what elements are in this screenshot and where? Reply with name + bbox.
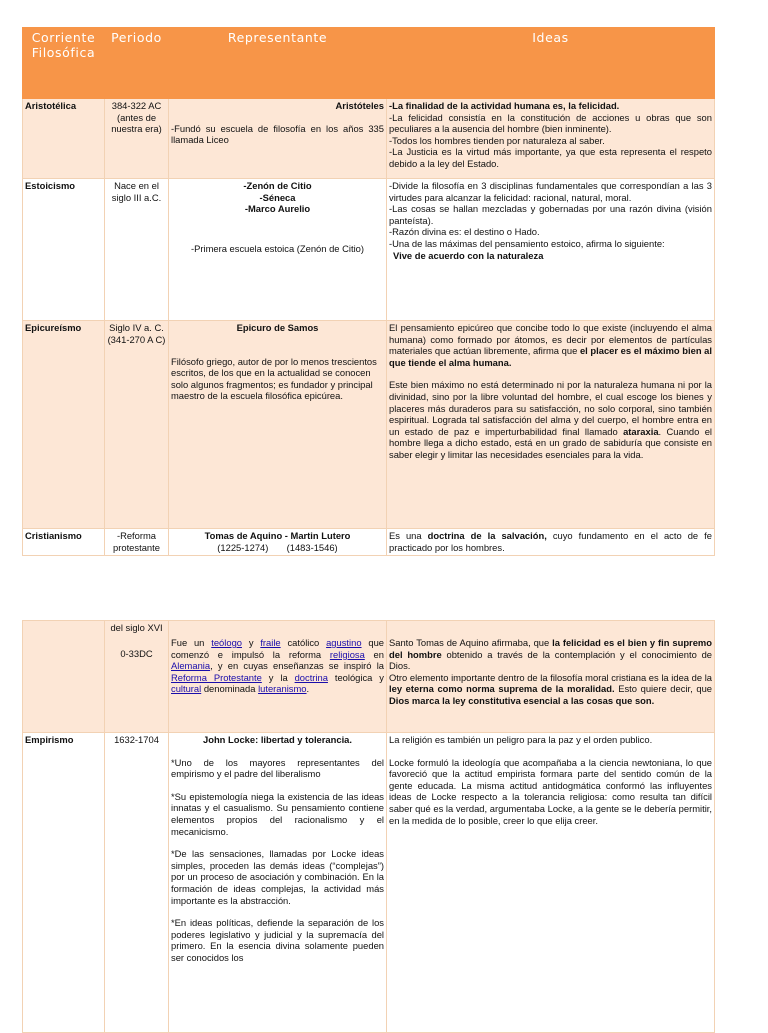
idea-item: -Todos los hombres tienden por naturaleza al saber. bbox=[389, 134, 605, 146]
row-ideas: Es una doctrina de la salvación, cuyo fundamento en el acto de fe practicado por los hombres. bbox=[387, 529, 715, 556]
header-periodo: Periodo bbox=[105, 28, 169, 99]
row-ideas bbox=[387, 621, 715, 733]
table-row-cristianismo-cont bbox=[23, 621, 715, 733]
idea-paragraph: Otro elemento importante dentro de la filosofía moral cristiana es la idea de la ley eterna como norma suprema de la moralidad. Esto quiere decir, que Dios marca la ley constitutiva esencial a las cosas que son. bbox=[389, 671, 712, 706]
rep-paragraph: *En ideas políticas, defiende la separación de los poderes legislativo y judicial y la supremacía del primero. En la esencia divina solamente pueden ser conocidos los bbox=[171, 917, 384, 963]
rep-name: -Séneca bbox=[259, 191, 296, 203]
table-row-epicureismo bbox=[23, 321, 715, 529]
row-representante bbox=[169, 321, 387, 529]
idea-paragraph: Este bien máximo no está determinado ni por la naturaleza humana ni por la divinidad, sino por la libre voluntad del hombre, el cual escoge los bienes y placeres más duraderos para su satisfacción, no solo corporal, sino también espiritual. Lograda tal satisfacción del alma y del cuerpo, el hombre entra en un estado de paz e imperturbabilidad final llamado ataraxia. Cuando el hombre llega a dicho estado, está en un grado de sabiduría que consiste en saber elegir y limitar las necesidades esenciales para la vida. bbox=[389, 379, 712, 460]
rep-name: -Marco Aurelio bbox=[244, 203, 311, 215]
link-reforma-protestante[interactable]: Reforma Protestante bbox=[171, 671, 262, 683]
rep-name: Tomas de Aquino - Martin Lutero bbox=[204, 530, 351, 541]
row-period: 1632-1704 bbox=[105, 733, 169, 1033]
table-row-estoicismo bbox=[23, 179, 715, 321]
row-name: Cristianismo bbox=[23, 529, 105, 556]
row-ideas bbox=[387, 99, 715, 179]
rep-desc: -Primera escuela estoica (Zenón de Citio) bbox=[191, 242, 364, 254]
row-ideas bbox=[387, 179, 715, 321]
row-period: del siglo XVI 0-33DC bbox=[105, 621, 169, 733]
rep-name: Aristóteles bbox=[335, 100, 384, 111]
table-row-aristotelica bbox=[23, 99, 715, 179]
header-ideas: Ideas bbox=[387, 28, 715, 99]
row-ideas bbox=[387, 321, 715, 529]
row-period: Nace en el siglo III a.C. bbox=[105, 179, 169, 321]
link-religiosa[interactable]: religiosa bbox=[329, 648, 365, 660]
link-cultural[interactable]: cultural bbox=[171, 683, 202, 695]
idea-paragraph: Locke formuló la ideología que acompañaba a la ciencia newtoniana, lo que favoreció que la actitud empirista formara parte del sentido común de la gente educada. La misma actitud antidogmática conformó las influyentes ideas de Locke respecto a la tolerancia religiosa: como resulta tan difícil saber qué es la verdad, argumentaba Locke, a la gente se le debería permitir, en la medida de lo posible, creer lo que elija creer. bbox=[389, 756, 712, 826]
rep-paragraph: *Uno de los mayores representantes del empirismo y el padre del liberalismo bbox=[171, 756, 384, 780]
row-name: Estoicismo bbox=[23, 179, 105, 321]
rep-desc: Filósofo griego, autor de por lo menos trescientos escritos, de los que en la actualidad se conocen solo algunos fragmentos; es fundador y principal maestro de la escuela filosófica epicúrea. bbox=[171, 355, 377, 402]
rep-paragraph: *Su epistemología niega la existencia de las ideas innatas y el casualismo. Su pensamiento contiene elementos propios del racionalismo y el mecanicismo. bbox=[171, 790, 384, 837]
link-fraile[interactable]: fraile bbox=[260, 637, 281, 648]
header-representante: Representante bbox=[169, 28, 387, 99]
link-agustino[interactable]: agustino bbox=[326, 637, 362, 648]
rep-paragraph: *De las sensaciones, llamadas por Locke ideas simples, proceden las demás ideas (“complejas”) por un proceso de asociación y combinación. En la formación de ideas complejas, la actividad más importante es la abstracción. bbox=[171, 848, 384, 906]
row-ideas bbox=[387, 733, 715, 1033]
idea-item: -La Justicia es la virtud más importante, ya que esta representa el respeto debido a la ley del Estado. bbox=[389, 146, 712, 169]
table-header-row bbox=[23, 28, 715, 99]
philosophy-table-page2 bbox=[22, 620, 715, 1033]
idea-item: -Una de las máximas del pensamiento estoico, afirma lo siguiente: bbox=[389, 237, 665, 249]
header-corriente: Corriente Filosófica bbox=[23, 28, 105, 99]
idea-paragraph: Santo Tomas de Aquino afirmaba, que la felicidad es el bien y fin supremo del hombre obtenido a través de la contemplación y el conocimiento de Dios. bbox=[389, 637, 712, 672]
row-name: Aristotélica bbox=[23, 99, 105, 179]
idea-item: -La felicidad consistía en la constitución de acciones u obras que son peculiares a la ausencia del hombre (bien inminente). bbox=[389, 111, 712, 135]
table-row-empirismo bbox=[23, 733, 715, 1033]
table-row-cristianismo bbox=[23, 529, 715, 556]
idea-item: -Las cosas se hallan mezcladas y gobernadas por una razón divina (visión panteísta). bbox=[389, 203, 712, 226]
idea-maxim: Vive de acuerdo con la naturaleza bbox=[393, 249, 544, 261]
row-period: -Reforma protestante bbox=[105, 529, 169, 556]
row-period: Siglo IV a. C. (341-270 A C) bbox=[105, 321, 169, 529]
rep-desc: -Fundó su escuela de filosofía en los años 335 llamada Liceo bbox=[171, 122, 384, 146]
rep-years: (1225-1274) (1483-1546) bbox=[217, 541, 338, 553]
idea-title: -La finalidad de la actividad humana es, la felicidad. bbox=[389, 100, 620, 111]
link-doctrina[interactable]: doctrina bbox=[294, 671, 328, 683]
row-period: 384-322 AC (antes de nuestra era) bbox=[105, 99, 169, 179]
rep-name: Epicuro de Samos bbox=[236, 322, 319, 333]
idea-item: -Divide la filosofía en 3 disciplinas fundamentales que correspondían a las 3 virtudes para alcanzar la felicidad: racional, natural, moral. bbox=[389, 180, 712, 203]
row-representante: Fue un teólogo y fraile católico agustino que comenzó e impulsó la reforma religiosa en Alemania, y en cuyas enseñanzas se inspiró la Reforma Protestante y la doctrina teológica y cultural denominada luteranismo. bbox=[169, 621, 387, 733]
idea-item: -Razón divina es: el destino o Hado. bbox=[389, 226, 540, 238]
rep-name: -Zenón de Citio bbox=[243, 180, 312, 191]
link-alemania[interactable]: Alemania bbox=[171, 660, 211, 672]
idea-paragraph: La religión es también un peligro para la paz y el orden publico. bbox=[389, 734, 653, 745]
rep-name: John Locke: libertad y tolerancia. bbox=[203, 734, 352, 745]
row-representante bbox=[169, 529, 387, 556]
row-representante bbox=[169, 179, 387, 321]
row-representante bbox=[169, 99, 387, 179]
link-luteranismo[interactable]: luteranismo bbox=[258, 683, 307, 695]
philosophy-table-page1 bbox=[22, 27, 715, 556]
row-representante bbox=[169, 733, 387, 1033]
idea-paragraph: El pensamiento epicúreo que concibe todo lo que existe (incluyendo el alma humana) como formado por átomos, es decir por elementos de partículas materiales que actúan libremente, afirma que el placer es el máximo bien al que tiende el alma humana. bbox=[389, 322, 712, 368]
row-name: Empirismo bbox=[23, 733, 105, 1033]
link-teologo[interactable]: teólogo bbox=[211, 637, 242, 648]
row-name: Epicureísmo bbox=[23, 321, 105, 529]
row-name bbox=[23, 621, 105, 733]
